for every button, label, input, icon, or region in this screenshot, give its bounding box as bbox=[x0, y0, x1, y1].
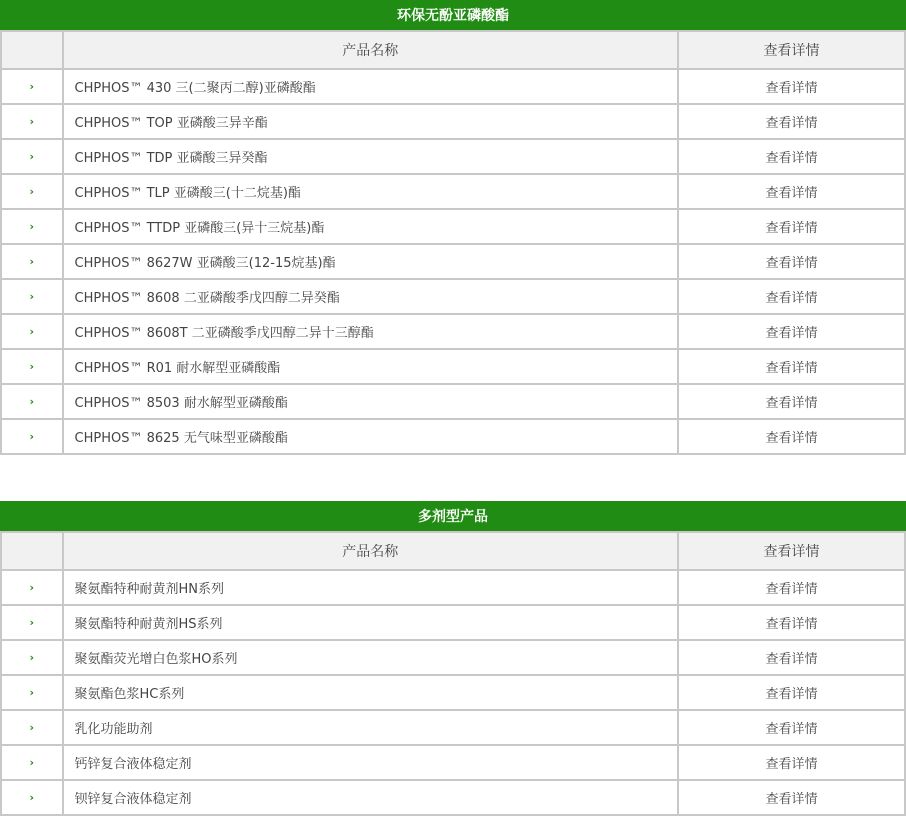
product-table bbox=[0, 30, 906, 455]
row-arrow-cell bbox=[2, 280, 62, 313]
header-view-details: 查看详情 bbox=[679, 32, 904, 68]
view-details-link[interactable]: 查看详情 bbox=[679, 641, 904, 674]
table-row bbox=[2, 781, 904, 814]
header-blank-cell bbox=[2, 32, 62, 68]
view-details-link[interactable]: 查看详情 bbox=[679, 175, 904, 208]
table-header-row bbox=[2, 32, 904, 68]
table-row bbox=[2, 641, 904, 674]
product-name-link[interactable]: 聚氨酯特种耐黄剂HS系列 bbox=[64, 606, 677, 639]
view-details-link[interactable]: 查看详情 bbox=[679, 571, 904, 604]
table-row bbox=[2, 105, 904, 138]
table-row bbox=[2, 175, 904, 208]
row-arrow-cell bbox=[2, 571, 62, 604]
row-arrow-cell bbox=[2, 70, 62, 103]
chevron-right-icon: › bbox=[29, 360, 35, 373]
chevron-right-icon: › bbox=[29, 791, 35, 804]
view-details-link[interactable]: 查看详情 bbox=[679, 210, 904, 243]
row-arrow-cell bbox=[2, 420, 62, 453]
header-product-name: 产品名称 bbox=[64, 533, 677, 569]
chevron-right-icon: › bbox=[29, 325, 35, 338]
row-arrow-cell bbox=[2, 781, 62, 814]
view-details-link[interactable]: 查看详情 bbox=[679, 70, 904, 103]
chevron-right-icon: › bbox=[29, 115, 35, 128]
row-arrow-cell bbox=[2, 140, 62, 173]
table-row bbox=[2, 385, 904, 418]
header-blank-cell bbox=[2, 533, 62, 569]
product-name-link[interactable]: CHPHOS™ 8627W 亚磷酸三(12-15烷基)酯 bbox=[64, 245, 677, 278]
chevron-right-icon: › bbox=[29, 651, 35, 664]
table-row bbox=[2, 70, 904, 103]
row-arrow-cell bbox=[2, 315, 62, 348]
row-arrow-cell bbox=[2, 210, 62, 243]
table-row bbox=[2, 245, 904, 278]
product-name-link[interactable]: CHPHOS™ 8625 无气味型亚磷酸酯 bbox=[64, 420, 677, 453]
row-arrow-cell bbox=[2, 606, 62, 639]
product-name-link[interactable]: 钡锌复合液体稳定剂 bbox=[64, 781, 677, 814]
view-details-link[interactable]: 查看详情 bbox=[679, 781, 904, 814]
table-row bbox=[2, 140, 904, 173]
row-arrow-cell bbox=[2, 385, 62, 418]
product-table bbox=[0, 531, 906, 816]
product-name-link[interactable]: CHPHOS™ 430 三(二聚丙二醇)亚磷酸酯 bbox=[64, 70, 677, 103]
row-arrow-cell bbox=[2, 641, 62, 674]
header-view-details: 查看详情 bbox=[679, 533, 904, 569]
table-row bbox=[2, 676, 904, 709]
header-product-name: 产品名称 bbox=[64, 32, 677, 68]
table-row bbox=[2, 280, 904, 313]
chevron-right-icon: › bbox=[29, 220, 35, 233]
view-details-link[interactable]: 查看详情 bbox=[679, 350, 904, 383]
chevron-right-icon: › bbox=[29, 616, 35, 629]
product-name-link[interactable]: CHPHOS™ TLP 亚磷酸三(十二烷基)酯 bbox=[64, 175, 677, 208]
chevron-right-icon: › bbox=[29, 395, 35, 408]
chevron-right-icon: › bbox=[29, 430, 35, 443]
product-name-link[interactable]: 乳化功能助剂 bbox=[64, 711, 677, 744]
product-name-link[interactable]: CHPHOS™ TTDP 亚磷酸三(异十三烷基)酯 bbox=[64, 210, 677, 243]
section-title: 多剂型产品 bbox=[0, 501, 906, 533]
row-arrow-cell bbox=[2, 746, 62, 779]
chevron-right-icon: › bbox=[29, 150, 35, 163]
table-row bbox=[2, 210, 904, 243]
chevron-right-icon: › bbox=[29, 756, 35, 769]
product-name-link[interactable]: CHPHOS™ 8608 二亚磷酸季戊四醇二异癸酯 bbox=[64, 280, 677, 313]
view-details-link[interactable]: 查看详情 bbox=[679, 711, 904, 744]
view-details-link[interactable]: 查看详情 bbox=[679, 385, 904, 418]
table-row bbox=[2, 350, 904, 383]
row-arrow-cell bbox=[2, 350, 62, 383]
view-details-link[interactable]: 查看详情 bbox=[679, 245, 904, 278]
table-row bbox=[2, 711, 904, 744]
chevron-right-icon: › bbox=[29, 721, 35, 734]
row-arrow-cell bbox=[2, 676, 62, 709]
table-row bbox=[2, 606, 904, 639]
product-name-link[interactable]: CHPHOS™ R01 耐水解型亚磷酸酯 bbox=[64, 350, 677, 383]
view-details-link[interactable]: 查看详情 bbox=[679, 105, 904, 138]
chevron-right-icon: › bbox=[29, 290, 35, 303]
section-multi-form-products bbox=[0, 501, 906, 816]
row-arrow-cell bbox=[2, 245, 62, 278]
product-name-link[interactable]: 聚氨酯荧光增白色浆HO系列 bbox=[64, 641, 677, 674]
section-title: 环保无酚亚磷酸酯 bbox=[0, 0, 906, 32]
table-row bbox=[2, 746, 904, 779]
chevron-right-icon: › bbox=[29, 686, 35, 699]
product-name-link[interactable]: CHPHOS™ 8608T 二亚磷酸季戊四醇二异十三醇酯 bbox=[64, 315, 677, 348]
row-arrow-cell bbox=[2, 105, 62, 138]
view-details-link[interactable]: 查看详情 bbox=[679, 140, 904, 173]
chevron-right-icon: › bbox=[29, 581, 35, 594]
table-header-row bbox=[2, 533, 904, 569]
view-details-link[interactable]: 查看详情 bbox=[679, 676, 904, 709]
product-name-link[interactable]: CHPHOS™ TOP 亚磷酸三异辛酯 bbox=[64, 105, 677, 138]
chevron-right-icon: › bbox=[29, 185, 35, 198]
view-details-link[interactable]: 查看详情 bbox=[679, 315, 904, 348]
table-row bbox=[2, 420, 904, 453]
row-arrow-cell bbox=[2, 175, 62, 208]
table-row bbox=[2, 571, 904, 604]
table-row bbox=[2, 315, 904, 348]
product-name-link[interactable]: 聚氨酯特种耐黄剂HN系列 bbox=[64, 571, 677, 604]
chevron-right-icon: › bbox=[29, 255, 35, 268]
product-name-link[interactable]: 聚氨酯色浆HC系列 bbox=[64, 676, 677, 709]
view-details-link[interactable]: 查看详情 bbox=[679, 280, 904, 313]
product-name-link[interactable]: 钙锌复合液体稳定剂 bbox=[64, 746, 677, 779]
row-arrow-cell bbox=[2, 711, 62, 744]
view-details-link[interactable]: 查看详情 bbox=[679, 420, 904, 453]
view-details-link[interactable]: 查看详情 bbox=[679, 606, 904, 639]
product-name-link[interactable]: CHPHOS™ TDP 亚磷酸三异癸酯 bbox=[64, 140, 677, 173]
chevron-right-icon: › bbox=[29, 80, 35, 93]
view-details-link[interactable]: 查看详情 bbox=[679, 746, 904, 779]
product-name-link[interactable]: CHPHOS™ 8503 耐水解型亚磷酸酯 bbox=[64, 385, 677, 418]
